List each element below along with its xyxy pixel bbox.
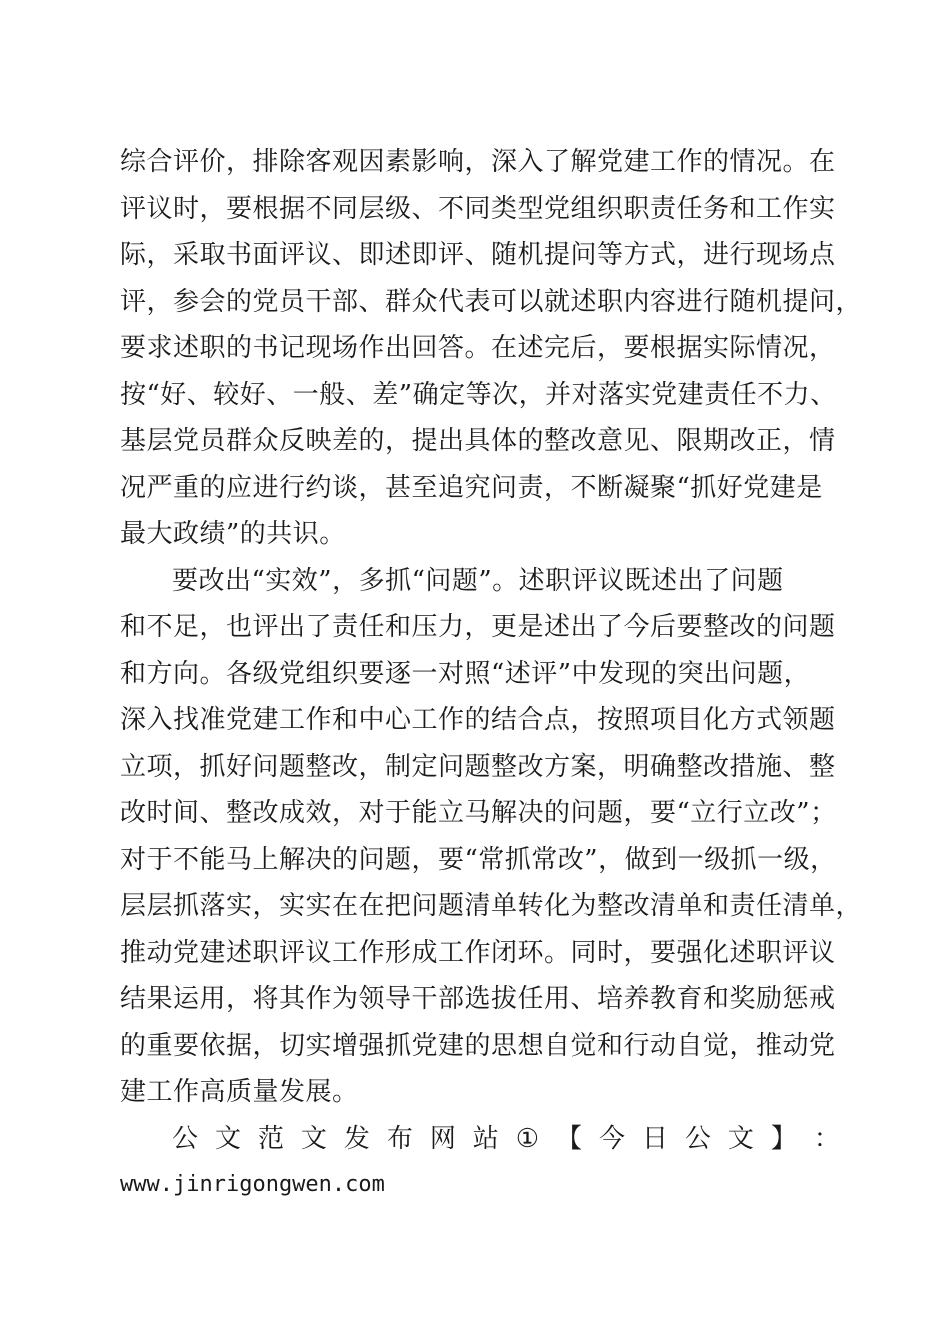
paragraph2-line: 和不足，也评出了责任和压力，更是述出了今后要整改的问题 [120,612,836,642]
footer-char: 文 [214,1124,241,1154]
paragraph2-line: 结果运用，将其作为领导干部选拔任用、培养教育和奖励惩戒 [120,984,836,1014]
footer-char: 公 [684,1124,711,1154]
paragraph2-line: 改时间、整改成效，对于能立马解决的问题，要“立行立改”； [120,798,837,828]
paragraph1-line: 评议时，要根据不同层级、不同类型党组织职责任务和工作实 [120,194,836,224]
paragraph1-line: 评，参会的党员干部、群众代表可以就述职内容进行随机提问， [120,287,863,317]
footer-char: 布 [386,1124,413,1154]
footer-url[interactable] [120,1170,385,1200]
paragraph1-line: 基层党员群众反映差的，提出具体的整改意见、限期改正，情 [120,426,836,456]
paragraph2-line: 和方向。各级党组织要逐一对照“述评”中发现的突出问题， [120,659,811,689]
footer-char: 【 [556,1124,583,1154]
paragraph1-line: 要求述职的书记现场作出回答。在述完后，要根据实际情况， [120,333,836,363]
footer-char: 文 [300,1124,327,1154]
paragraph2-line: 推动党建述职评议工作形成工作闭环。同时，要强化述职评议 [120,938,836,968]
footer-char: 文 [727,1124,754,1154]
paragraph2-line: 建工作高质量发展。 [120,1077,359,1107]
paragraph2-line: 立项，抓好问题整改，制定问题整改方案，明确整改措施、整 [120,752,836,782]
paragraph1-line: 综合评价，排除客观因素影响，深入了解党建工作的情况。在 [120,147,836,177]
paragraph1-line: 况严重的应进行约谈，甚至追究问责，不断凝聚“抓好党建是 [120,473,823,503]
paragraph2-line: 要改出“实效”，多抓“问题”。述职评议既述出了问题 [172,566,784,596]
footer-char: 今 [598,1124,625,1154]
footer-char: 范 [257,1124,284,1154]
paragraph2-line: 的重要依据，切实增强抓党建的思想自觉和行动自觉，推动党 [120,1031,836,1061]
footer-char: 站 [472,1124,499,1154]
footer-char: ① [515,1124,540,1154]
paragraph1-line: 按“好、较好、一般、差”确定等次，并对落实党建责任不力、 [120,380,837,410]
footer-char: 发 [343,1124,370,1154]
paragraph2-line: 层层抓落实，实实在在把问题清单转化为整改清单和责任清单， [120,891,863,921]
footer-char: 日 [641,1124,668,1154]
footer-char: 】 [770,1124,797,1154]
footer-char: 网 [429,1124,456,1154]
footer-source [172,1124,840,1154]
footer-char: ： [813,1124,840,1154]
paragraph1-line: 际，采取书面评议、即述即评、随机提问等方式，进行现场点 [120,240,836,270]
paragraph2-line: 深入找准党建工作和中心工作的结合点，按照项目化方式领题 [120,705,836,735]
footer-char: 公 [172,1124,199,1154]
paragraph1-line: 最大政绩”的共识。 [120,519,346,549]
footer-url-text[interactable]: www.jinrigongwen.com [120,1172,385,1197]
paragraph2-line: 对于不能马上解决的问题，要“常抓常改”，做到一级抓一级， [120,845,837,875]
